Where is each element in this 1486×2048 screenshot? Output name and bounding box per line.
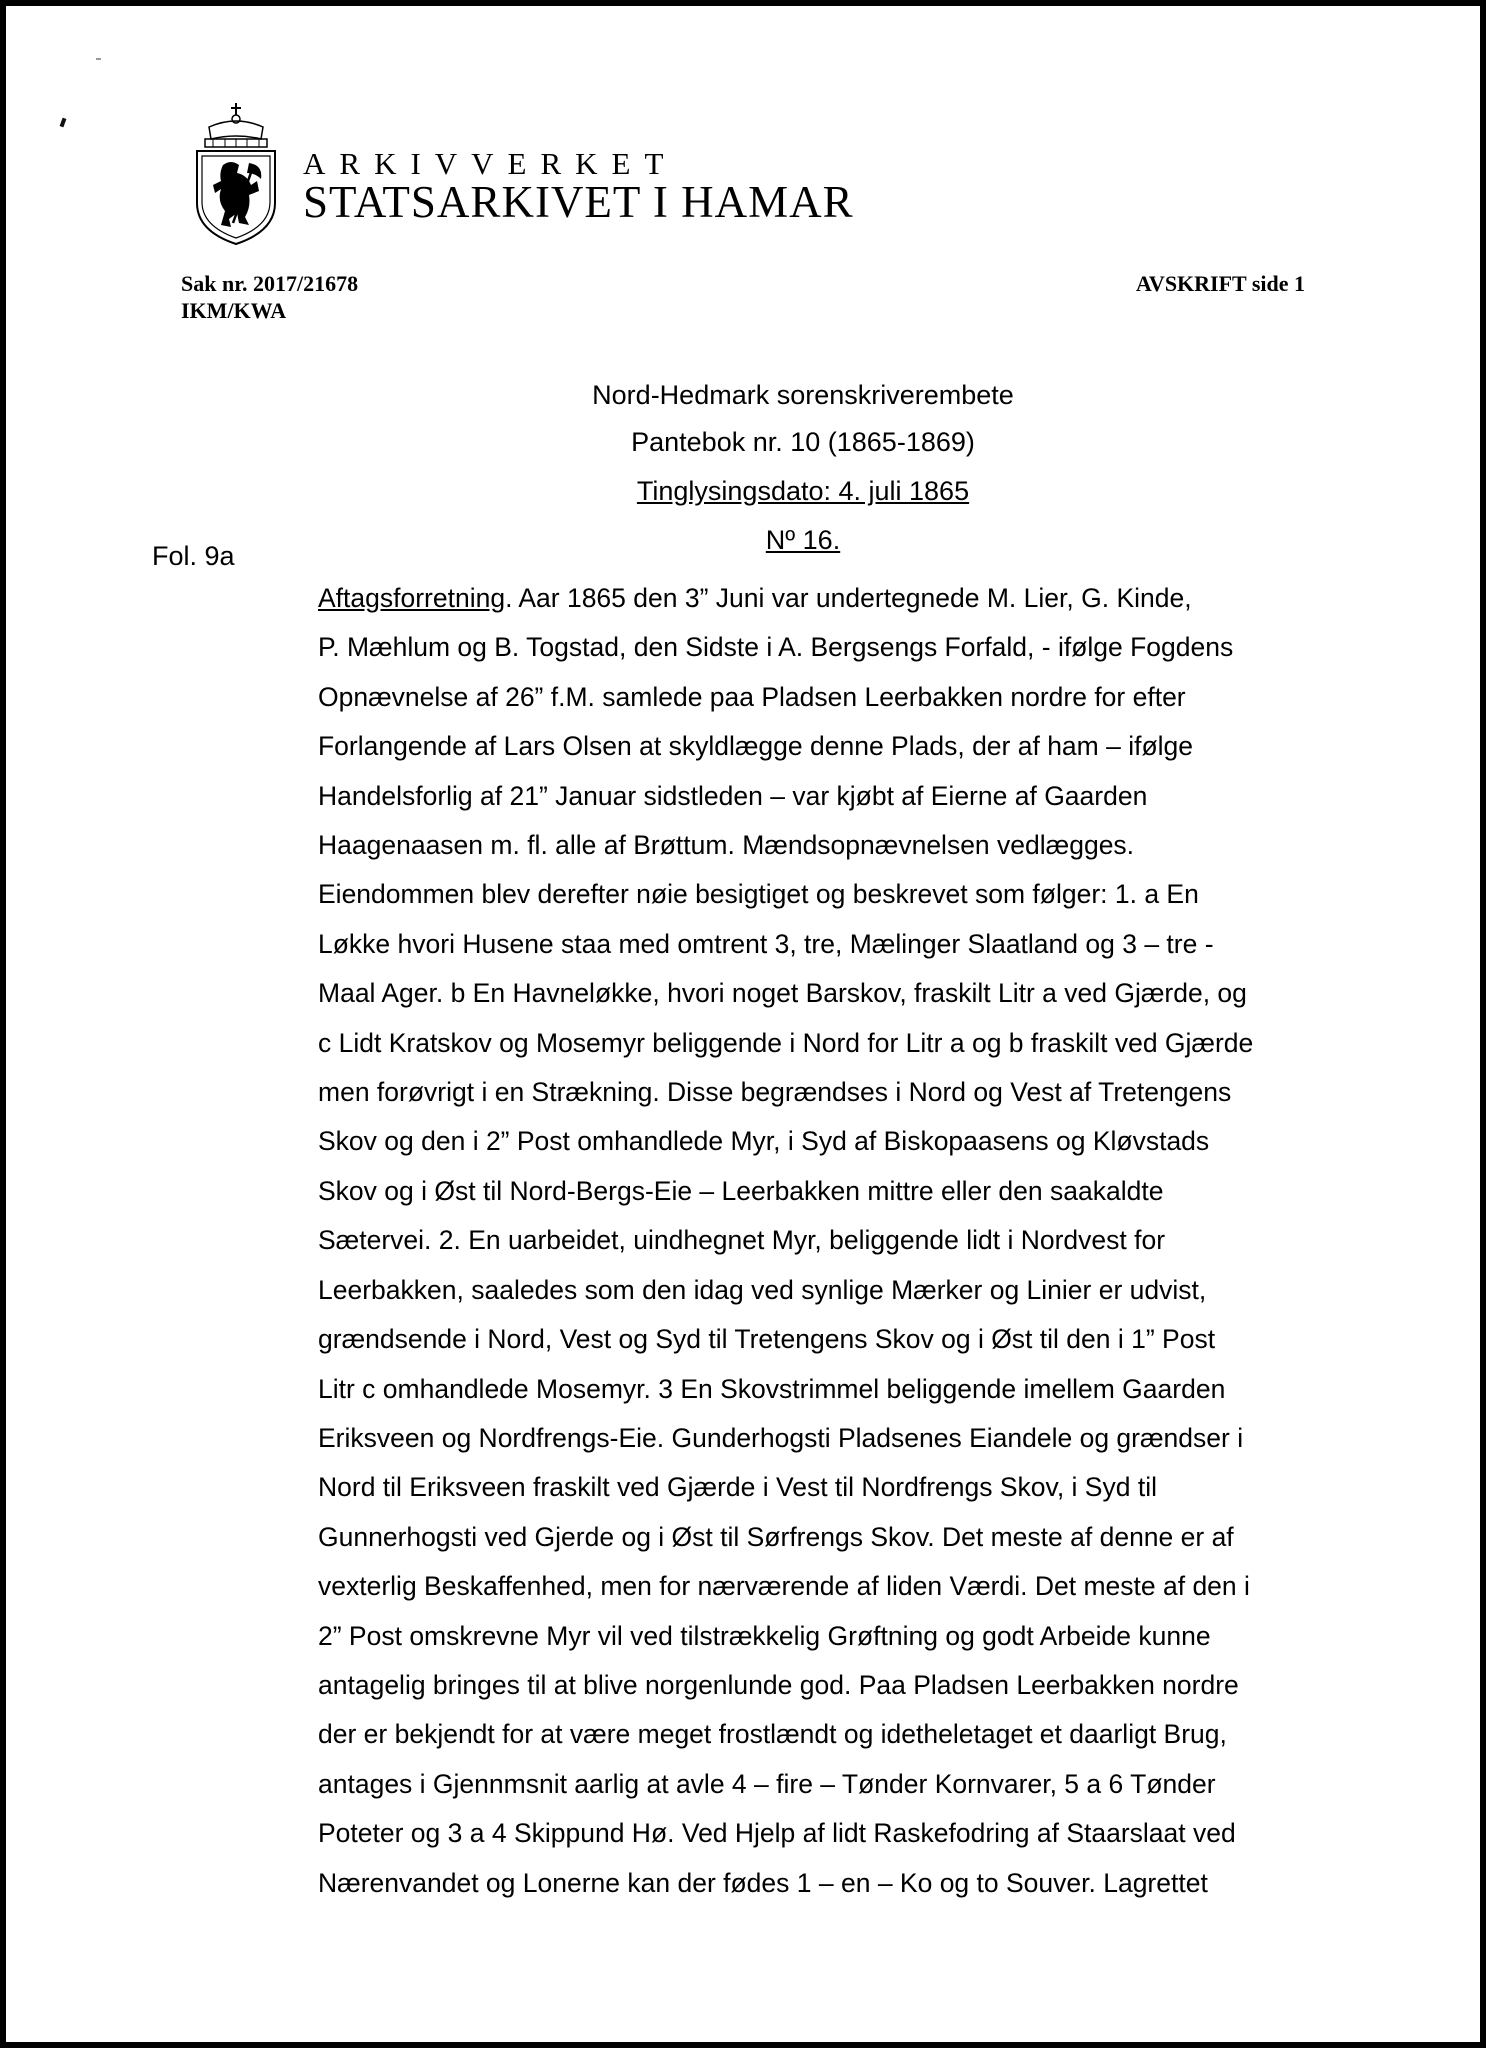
text-line: Eriksveen og Nordfrengs-Eie. Gunderhogsti Pladsenes Eiandele og grændser i: [318, 1422, 1244, 1453]
text-line: Forlangende af Lars Olsen at skyldlægge denne Plads, der af ham – ifølge: [318, 731, 1194, 762]
text-line: der er bekjendt for at være meget frostlændt og idetheletaget et daarligt Brug,: [318, 1719, 1227, 1750]
text-line: Haagenaasen m. fl. alle af Brøttum. Mændsopnævnelsen vedlægges.: [318, 830, 1135, 861]
coat-of-arms-icon: [191, 103, 281, 245]
book-title: Pantebok nr. 10 (1865-1869): [631, 427, 975, 457]
scan-speck: [60, 118, 67, 128]
text-line: Eiendommen blev derefter nøie besigtiget og beskrevet som følger: 1. a En: [318, 879, 1199, 910]
text-line: Maal Ager. b En Havneløkke, hvori noget Barskov, fraskilt Litr a ved Gjærde, og: [318, 978, 1247, 1009]
text-line: Løkke hvori Husene staa med omtrent 3, tre, Mælinger Slaatland og 3 – tre -: [318, 928, 1214, 959]
registration-date: Tinglysingsdato: 4. juli 1865: [636, 476, 970, 506]
text-line: Opnævnelse af 26” f.M. samlede paa Pladsen Leerbakken nordre for efter: [318, 681, 1186, 712]
text-line: Skov og i Øst til Nord-Bergs-Eie – Leerbakken mittre eller den saakaldte: [318, 1175, 1164, 1206]
text-line: 2” Post omskrevne Myr vil ved tilstrækkelig Grøftning og godt Arbeide kunne: [318, 1620, 1211, 1651]
transcript-label: AVSKRIFT side 1: [1135, 271, 1305, 296]
document-body: [318, 574, 1336, 1908]
initials: IKM/KWA: [181, 298, 287, 323]
text-line: Leerbakken, saaledes som den idag ved synlige Mærker og Linier er udvist,: [318, 1274, 1207, 1305]
scan-speck: [96, 58, 101, 60]
entry-number: Nº 16.: [765, 525, 841, 555]
lead-word: Aftagsforretning: [318, 583, 506, 613]
text-line: men forøvrigt i en Strækning. Disse begrændses i Nord og Vest af Tretengens: [318, 1077, 1232, 1108]
text-line: Nord til Eriksveen fraskilt ved Gjærde i Vest til Nordfrengs Skov, i Syd til: [318, 1472, 1157, 1503]
text-line: antagelig bringes til at blive norgenlunde god. Paa Pladsen Leerbakken nordre: [318, 1669, 1239, 1700]
text-line: Aftagsforretning. Aar 1865 den 3” Juni var undertegnede M. Lier, G. Kinde,: [318, 583, 1192, 613]
text-line: Handelsforlig af 21” Januar sidstleden – var kjøbt af Eierne af Gaarden: [318, 780, 1148, 811]
document-page: [6, 6, 1480, 2042]
text-line: antages i Gjennmsnit aarlig at avle 4 – fire – Tønder Kornvarer, 5 a 6 Tønder: [318, 1768, 1216, 1799]
case-number: Sak nr. 2017/21678: [181, 271, 359, 296]
text-line: c Lidt Kratskov og Mosemyr beliggende i Nord for Litr a og b fraskilt ved Gjærde: [318, 1027, 1254, 1058]
text-line: Nærenvandet og Lonerne kan der fødes 1 – en – Ko og to Souver. Lagrettet: [318, 1867, 1208, 1898]
text-line: Skov og den i 2” Post omhandlede Myr, i Syd af Biskopaasens og Kløvstads: [318, 1126, 1210, 1157]
text-line: Poteter og 3 a 4 Skippund Hø. Ved Hjelp af lidt Raskefodring af Staarslaat ved: [318, 1818, 1236, 1849]
text-line: Sætervei. 2. En uarbeidet, uindhegnet Myr, beliggende lidt i Nordvest for: [318, 1225, 1166, 1256]
text-line: P. Mæhlum og B. Togstad, den Sidste i A. Bergsengs Forfald, - ifølge Fogdens: [318, 632, 1234, 663]
folio-label: Fol. 9a: [152, 541, 235, 571]
text-line: grændsende i Nord, Vest og Syd til Tretengens Skov og i Øst til den i 1” Post: [318, 1324, 1216, 1355]
agency-name: ARKIVVERKET: [303, 146, 678, 181]
text-line: Gunnerhogsti ved Gjerde og i Øst til Sørfrengs Skov. Det meste af denne er af: [318, 1521, 1234, 1552]
text-line: vexterlig Beskaffenhed, men for nærværende af liden Værdi. Det meste af den i: [318, 1571, 1250, 1602]
archive-name: STATSARKIVET I HAMAR: [303, 177, 854, 227]
office-title: Nord-Hedmark sorenskriverembete: [592, 380, 1014, 410]
text-line: Litr c omhandlede Mosemyr. 3 En Skovstrimmel beliggende imellem Gaarden: [318, 1373, 1226, 1404]
